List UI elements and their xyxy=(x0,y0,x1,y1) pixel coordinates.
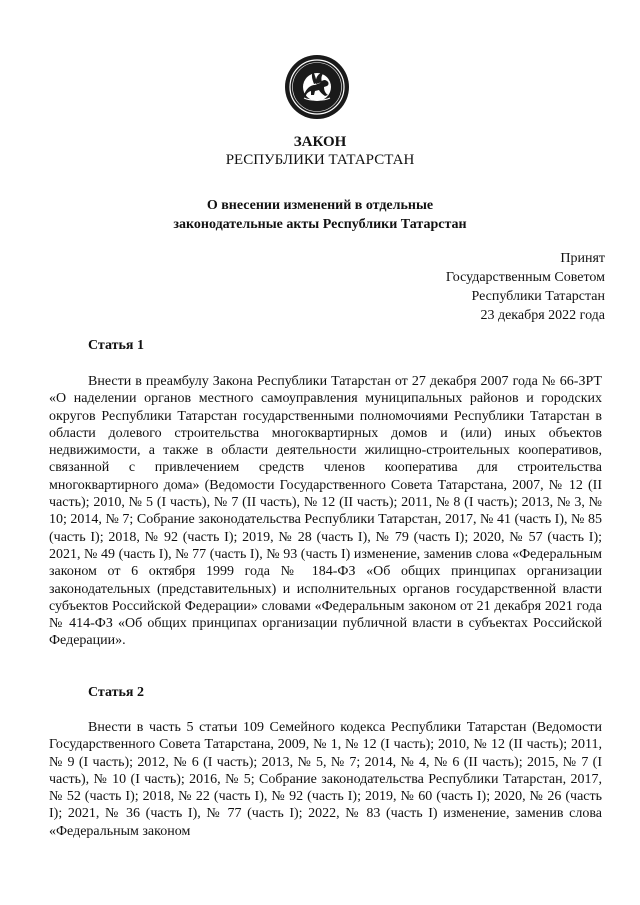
republic-name: РЕСПУБЛИКИ ТАТАРСТАН xyxy=(225,152,415,168)
adoption-line-3: Республики Татарстан xyxy=(471,289,605,304)
article-2-heading: Статья 2 xyxy=(88,685,144,700)
adoption-block xyxy=(446,249,605,325)
law-subject xyxy=(0,196,640,234)
law-subject-line-2: законодательные акты Республики Татарстан xyxy=(173,217,467,232)
adoption-date: 23 декабря 2022 года xyxy=(480,308,605,323)
article-1-heading: Статья 1 xyxy=(88,338,144,353)
adoption-line-1: Принят xyxy=(560,251,605,266)
article-2-text: Внести в часть 5 статьи 109 Семейного кодекса Республики Татарстан (Ведомости Государственного Совета Татарстана, 2009, № 1, № 12 (I часть); 2010, № 12 (II часть); 2011, № 9 (I часть); 2012, № 6 (I часть); 2013, № 5, № 7; 2014, № 4, № 6 (II часть); 2015, № 7 (I часть), № 10 (I часть); 2016, № 5; Собрание законодательства Республики Татарстан, 2017, № 52 (часть I); 2018, № 22 (часть I), № 92 (часть I); 2019, № 60 (часть I); 2020, № 26 (часть I); 2021, № 36 (часть I), № 77 (часть I); 2022, № 83 (часть I) изменение, заменив слова «Федеральным законом xyxy=(49,720,602,839)
law-subject-line-1: О внесении изменений в отдельные xyxy=(206,198,434,213)
law-title: ЗАКОН xyxy=(293,134,347,150)
adoption-line-2: Государственным Советом xyxy=(445,270,605,285)
tatarstan-coat-of-arms-icon xyxy=(284,54,350,120)
article-1-text: Внести в преамбулу Закона Республики Татарстан от 27 декабря 2007 года № 66-ЗРТ «О наделении органов местного самоуправления муниципальных районов и городских округов Республики Татарстан государственными полномочиями Республики Татарстан в области долевого строительства многоквартирных домов и (или) иных объектов недвижимости, а также в области деятельности жилищно-строительных кооперативов, связанной с привлечением средств членов кооператива для строительства многоквартирного дома» (Ведомости Государственного Совета Татарстана, 2007, № 12 (II часть); 2010, № 5 (I часть), № 7 (II часть), № 12 (II часть); 2011, № 8 (I часть); 2013, № 3, № 10; 2014, № 7; Собрание законодательства Республики Татарстан, 2017, № 41 (часть I), № 85 (часть I); 2018, № 92 (часть I); 2019, № 28 (часть I), № 79 (часть I); 2020, № 57 (часть I); 2021, № 49 (часть I), № 77 (часть I), № 93 (часть I) изменение, заменив слова «Федеральным законом от 6 октября 1999 года № 184-ФЗ «Об общих принципах организации законодательных (представительных) и исполнительных органов государственной власти субъектов Российской Федерации» словами «Федеральным законом от 21 декабря 2021 года № 414-ФЗ «Об общих принципах организации публичной власти в субъектах Российской Федерации». xyxy=(49,374,602,649)
